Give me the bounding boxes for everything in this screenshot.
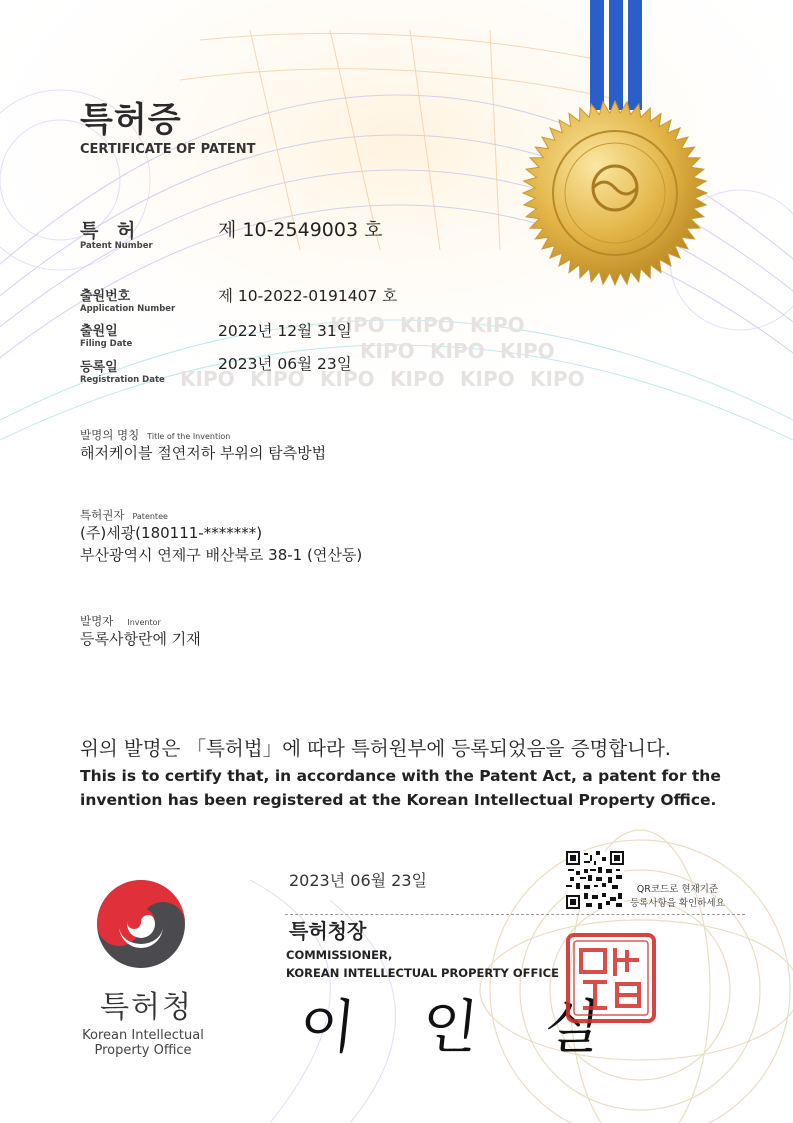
filing-date-value: 2022년 12월 31일 xyxy=(218,322,352,340)
certificate-title-ko: 특허증 xyxy=(80,100,182,140)
issue-date: 2023년 06월 23일 xyxy=(289,871,427,890)
registration-date-value: 2023년 06월 23일 xyxy=(218,355,352,373)
patentee-label-en: Patentee xyxy=(132,512,168,521)
filing-date-label: 출원일 xyxy=(80,324,118,339)
ribbon-stripe xyxy=(628,0,642,110)
watermark-text: KIPO xyxy=(180,367,235,391)
application-number-value: 제 10-2022-0191407 호 xyxy=(218,287,398,305)
invention-section-label xyxy=(80,424,230,443)
patent-number-label: 특 허 xyxy=(80,220,142,242)
certification-text-ko: 위의 발명은 「특허법」에 따라 특허원부에 등록되었음을 증명합니다. xyxy=(80,737,671,760)
watermark-text: KIPO xyxy=(400,313,455,337)
application-number-label-en: Application Number xyxy=(80,304,176,314)
watermark-text: KIPO xyxy=(360,339,415,363)
patentee-name: (주)세광(180111-*******) xyxy=(80,524,263,542)
filing-date-label-en: Filing Date xyxy=(80,339,133,349)
watermark-text: KIPO xyxy=(530,367,585,391)
certificate-title-en: CERTIFICATE OF PATENT xyxy=(80,142,256,157)
application-number-label: 출원번호 xyxy=(80,289,131,304)
watermark-text: KIPO xyxy=(470,313,525,337)
watermark-text: KIPO xyxy=(390,367,445,391)
commissioner-title-en-line2: KOREAN INTELLECTUAL PROPERTY OFFICE xyxy=(286,966,559,980)
watermark-text: KIPO xyxy=(460,367,515,391)
watermark-text: KIPO xyxy=(330,313,385,337)
gold-seal xyxy=(520,98,710,288)
patent-number-label-en: Patent Number xyxy=(80,241,153,251)
kipo-name-en xyxy=(43,1028,243,1058)
official-stamp xyxy=(565,932,657,1024)
certification-text-en-line2: invention has been registered at the Korean Intellectual Property Office. xyxy=(80,791,717,809)
inventor-section-label xyxy=(80,610,161,629)
patentee-section-label xyxy=(80,504,168,523)
kipo-logo-icon xyxy=(93,876,189,972)
kipo-name-en-line2: Property Office xyxy=(94,1043,192,1058)
patent-number-value: 제 10-2549003 호 xyxy=(218,219,383,241)
qr-note-line1: QR코드로 현재기준 xyxy=(636,884,719,895)
ribbon-stripe xyxy=(609,0,623,110)
qr-code[interactable] xyxy=(566,851,624,909)
kipo-name-ko: 특허청 xyxy=(100,990,193,1025)
registration-date-label-en: Registration Date xyxy=(80,375,165,385)
patentee-address: 부산광역시 연제구 배산북로 38-1 (연산동) xyxy=(80,546,363,564)
inventor-label-en: Inventor xyxy=(127,618,161,627)
inventor-label: 발명자 xyxy=(80,614,114,628)
watermark-text: KIPO xyxy=(320,367,375,391)
commissioner-title-en-line1: COMMISSIONER, xyxy=(286,948,393,962)
qr-note-line2: 등록사항을 확인하세요 xyxy=(630,898,725,909)
certification-text-en-line1: This is to certify that, in accordance with the Patent Act, a patent for the xyxy=(80,767,721,785)
commissioner-title-ko: 특허청장 xyxy=(289,919,367,943)
qr-note xyxy=(630,881,725,909)
invention-label: 발명의 명칭 xyxy=(80,428,140,442)
commissioner-signature: 이 인 실 xyxy=(295,993,629,1061)
patentee-label: 특허권자 xyxy=(80,508,125,522)
invention-label-en: Title of the Invention xyxy=(147,432,231,441)
invention-title: 해저케이블 절연저하 부위의 탐측방법 xyxy=(80,444,327,462)
watermark-text: KIPO xyxy=(430,339,485,363)
watermark-text: KIPO xyxy=(500,339,555,363)
ribbon-stripe xyxy=(590,0,604,110)
watermark-text: KIPO xyxy=(250,367,305,391)
kipo-name-en-line1: Korean Intellectual xyxy=(82,1028,204,1043)
inventor-value: 등록사항란에 기재 xyxy=(80,630,201,648)
registration-date-label: 등록일 xyxy=(80,360,118,375)
